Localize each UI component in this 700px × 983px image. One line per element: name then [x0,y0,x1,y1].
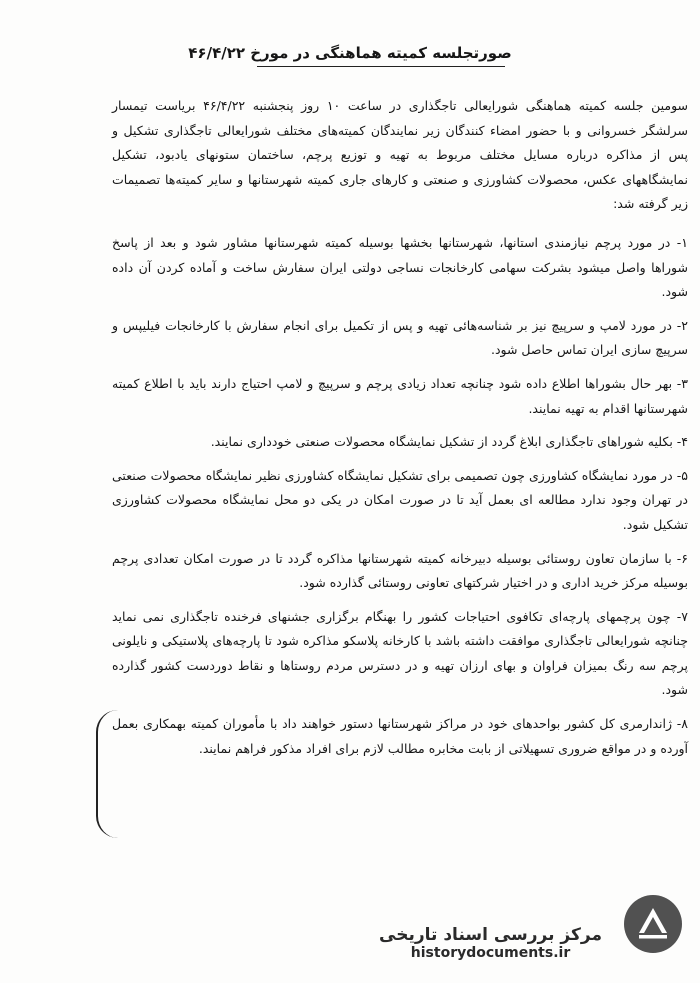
document-body [112,94,688,770]
watermark-title: مرکز بررسی اسناد تاریخی [379,925,602,945]
resolution-item-1: ۱- در مورد پرچم نیازمندی استانها، شهرستانها بخشها بوسیله کمیته شهرستانها مشاور شود و بعد از پاسخ شوراها واصل میشود بشرکت سهامی کارخانجات نساجی دولتی ایران سفارش ساخت و آماده کردن آن داده شود. [112,234,688,300]
intro-paragraph: سومین جلسه کمیته هماهنگی شورایعالی تاجگذاری در ساعت ۱۰ روز پنجشنبه ۴۶/۴/۲۲ بریاست تیمسار سرلشگر خسروانی و با حضور امضاء کنندگان زیر نمایندگان کمیته‌های مختلف شورایعالی تاجگذاری تشکیل و پس از مذاکره درباره مسایل مختلف مربوط به تهیه و توزیع پرچم، ساختمان ستونهای یادبود، تشکیل نمایشگاههای عکس، محصولات کشاورزی و صنعتی و کارهای جاری کمیته شهرستانها و سایر کمیته‌ها تصمیمات زیر گرفته شد: [112,98,689,212]
resolution-item-7: ۷- چون پرچمهای پارچه‌ای تکافوی احتیاجات کشور را بهنگام برگزاری جشنهای فرخنده تاجگذاری نمی نماید چنانچه شورایعالی تاجگذاری موافقت داشته باشد با کارخانه پلاسکو مذاکره شود تا پارچه‌های پلاستیکی و نایلونی پرچم سه رنگ بمیزان فراوان و بهای ارزان تهیه و در دسترس مردم روستاها و نقاط دوردست کشور گذارده شود. [112,608,688,698]
resolution-item-5: ۵- در مورد نمایشگاه کشاورزی چون تصمیمی برای تشکیل نمایشگاه کشاورزی نظیر نمایشگاه محصولات صنعتی در تهران وجود ندارد مطالعه ای بعمل آید تا در صورت امکان در یکی دو محل نمایشگاه محصولات کشاورزی تشکیل شود. [112,467,688,532]
title-underline [257,66,505,67]
watermark [379,925,602,961]
resolution-item-2: ۲- در مورد لامپ و سرپیچ نیز بر شناسه‌هائی تهیه و پس از تکمیل برای انجام سفارش با کارخانجات فیلیپس و سرپیچ سازی ایران تماس حاصل شود. [112,317,688,358]
resolution-item-3: ۳- بهر حال بشوراها اطلاع داده شود چنانچه تعداد زیادی پرچم و سرپیچ و لامپ احتیاج دارند باید با اطلاع کمیته شهرستانها اقدام به تهیه نمایند. [112,375,688,416]
document-stack-logo-icon [622,893,684,955]
watermark-url: historydocuments.ir [410,945,571,961]
resolution-item-6: ۶- با سازمان تعاون روستائی بوسیله دبیرخانه کمیته شهرستانها مذاکره گردد تا در صورت امکان تعدادی پرچم بوسیله مرکز خرید اداری و در اختیار شرکتهای تعاونی روستائی گذارده شود. [112,550,688,591]
margin-bracket-mark [96,710,120,838]
resolution-item-8: ۸- ژاندارمری کل کشور بواحدهای خود در مراکز شهرستانها دستور خواهند داد با مأموران کمیته بهمکاری بعمل آورده و در مواقع ضروری تسهیلاتی از بابت مخابره مطالب لازم برای افراد مذکور فراهم نمایند. [112,716,688,756]
resolution-item-4: ۴- بکلیه شوراهای تاجگذاری ابلاغ گردد از تشکیل نمایشگاه محصولات صنعتی خودداری نمایند. [210,434,688,450]
page-title: صورتجلسه کمیته هماهنگی در مورخ ۴۶/۴/۲۲ [188,44,512,62]
